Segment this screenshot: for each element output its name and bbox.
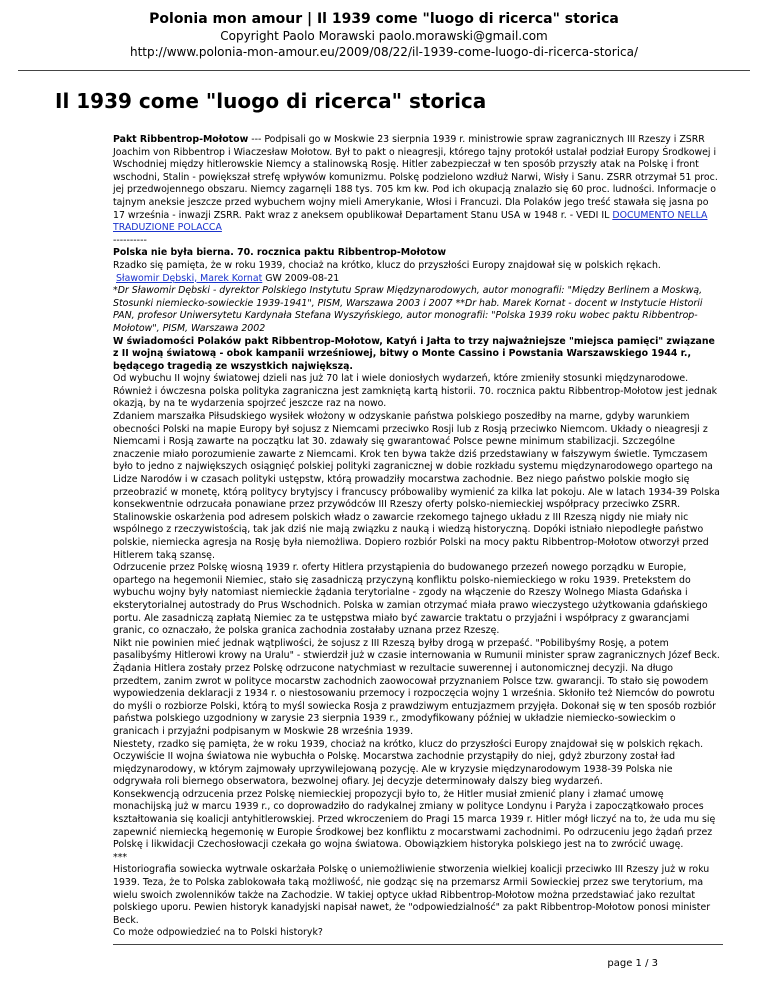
body-paragraph: Co może odpowiedzieć na to Polski historyk? <box>113 927 323 939</box>
page-number: page 1 / 3 <box>607 958 658 969</box>
body-paragraph: Od wybuchu II wojny światowej dzieli nas już 70 lat i wiele doniosłych wydarzeń, które zmieniły stosunki międzynarodowe. Również i ówczesna polska polityka zagraniczna jest zamkniętą kartą historii. 70. rocznica paktu Ribbentrop-Mołotow jest jednak okazją, by na te wydarzenia spojrzeć jeszcze raz na nowo. <box>113 373 718 410</box>
authors-line <box>113 273 723 286</box>
document-translation-link[interactable]: DOCUMENTO NELLA TRADUZIONE POLACCA <box>113 209 708 234</box>
body-paragraph: Odrzucenie przez Polskę wiosną 1939 r. oferty Hitlera przystąpienia do budowanego przezeń nowego porządku w Europie, opartego na hegemonii Niemiec, stało się zasadniczą przyczyną konfliktu polsko-niemieckiego w roku 1939. Pretekstem do wybuchu wojny były natomiast niemieckie żądania terytorialne - zgody na włączenie do Rzeszy Wolnego Miasta Gdańska i eksterytorialnej autostrady do Prus Wschodnich. Polska w zamian otrzymać miała prawo wieczystego użytkowania gdańskiego portu. Ale zasadniczą zapłatą Niemiec za te ustępstwa miało być zawarcie traktatu o przyjaźni i współpracy z gwarancjami granic, co oznaczało, że polska granica zachodnia zostałaby uznana przez Rzeszę. <box>113 562 708 637</box>
lead-paragraph: Rzadko się pamięta, że w roku 1939, chociaż na krótko, klucz do przyszłości Europy znajdował się w polskich rękach. <box>113 259 661 271</box>
site-title: Polonia mon amour | Il 1939 come "luogo di ricerca" storica <box>149 11 619 27</box>
body-paragraph: Historiografia sowiecka wytrwale oskarżała Polskę o uniemożliwienie stworzenia wielkiej koalicji przeciwko III Rzeszy już w roku 1939. Teza, że to Polska zablokowała taką możliwość, nie godząc się na przemarsz Armii Sowieckiej przez swe terytorium, ma wielu swoich zwolenników także na Zachodzie. W takiej optyce układ Ribbentrop-Mołotow można przedstawiać jako rezultat polskiego uporu. Pewien historyk kanadyjski napisał nawet, że "odpowiedzialność" za pakt Ribbentrop-Mołotow ponosi minister Beck. <box>113 864 711 926</box>
separator: ---------- <box>113 234 147 246</box>
section-title: Polska nie była bierna. 70. rocznica paktu Ribbentrop-Mołotow <box>113 247 447 259</box>
article-title: Il 1939 come "luogo di ricerca" storica <box>55 89 487 113</box>
intro-text: --- Podpisali go w Moskwie 23 sierpnia 1939 r. ministrowie spraw zagranicznych III Rzeszy i ZSRR Joachim von Ribbentrop i Wiaczesław Mołotow. Był to pakt o nieagresji, którego tajny protokół ustalał podział Europy Środkowej i Wschodniej między hitlerowskie Niemcy a stalinowską Rosję. Hitler zabezpieczał w ten sposób przyszły atak na Polskę i front wschodni, Stalin - powiększał strefę wpływów komunizmu. Polskę podzielono wzdłuż Narwi, Wisły i Sanu. ZSRR otrzymał 51 proc. jej przedwojennego obszaru. Niemcy zagarnęli 188 tys. 705 km kw. Pod ich okupacją znalazło się 60 proc. ludności. Informacje o tajnym aneksie jeszcze przed wybuchem wojny mieli Amerykanie, Włosi i Francuzi. Dla Polaków jego treść stawała się jasna po 17 września - inwazji ZSRR. Pakt wraz z aneksem opublikował Departament Stanu USA w 1948 r. - VEDI IL <box>113 134 718 221</box>
authors-note: *Dr Sławomir Dębski - dyrektor Polskiego Instytutu Spraw Międzynarodowych, autor monografii: "Między Berlinem a Moskwą, Stosunki niemiecko-sowieckie 1939-1941", PISM, Warszawa 2003 i 2007 **Dr hab. Marek Kornat - docent w Instytucie Historii PAN, profesor Uniwersytetu Kardynała Stefana Wyszyńskiego, autor monografii: "Polska 1939 roku wobec paktu Ribbentrop-Mołotow", PISM, Warszawa 2002 <box>113 285 703 334</box>
footer-divider <box>113 944 723 945</box>
article-body <box>113 134 723 940</box>
document-header <box>0 0 768 60</box>
source-url: http://www.polonia-mon-amour.eu/2009/08/22/il-1939-come-luogo-di-ricerca-storica/ <box>129 45 639 59</box>
body-paragraph: Niestety, rzadko się pamięta, że w roku 1939, chociaż na krótko, klucz do przyszłości Europy znajdował się w polskich rękach. Oczywiście II wojna światowa nie wybuchła o Polskę. Mocarstwa zachodnie przystąpiły do niej, gdyż zburzony został ład międzynarodowy, w którym zajmowały uprzywilejowaną pozycję. Ale w kryzysie międzynarodowym 1938-39 Polska nie odgrywała roli biernego obserwatora, bezwolnej ofiary. Jej decyzje determinowały dalszy bieg wydarzeń. <box>113 738 704 788</box>
body-paragraph: Zdaniem marszałka Piłsudskiego wysiłek włożony w odzyskanie państwa polskiego poszedłby na marne, gdyby warunkiem obecności Polski na mapie Europy był sojusz z Niemcami przeciwko Rosji lub z Rosją przeciwko Niemcom. Układy o nieagresji z Niemcami i Rosją zawarte na początku lat 30. zdawały się gwarantować Polsce pewne minimum stabilizacji. Szczególne znaczenie miało porozumienie zawarte z Niemcami. Krok ten bywa także dziś przedstawiany w fałszywym świetle. Tymczasem było to jedno z największych osiągnięć polskiej polityki zagranicznej w dobie rozkładu systemu międzynarodowego opartego na Lidze Narodów i w czasach polityki ustępstw, którą prowadziły mocarstwa zachodnie. Bez niego państwo polskie mogło się przeobrazić w monetę, którą politycy brytyjscy i francuscy próbowaliby wymienić za kilka lat pokoju. Ale w latach 1934-39 Polska konsekwentnie odrzucała ponawiane przez przywódców III Rzeszy oferty polsko-niemieckiej współpracy przeciwko ZSRR. Stalinowskie oskarżenia pod adresem polskich władz o zawarcie rzekomego tajnego układu z III Rzeszą nigdy nie miały nic wspólnego z rzeczywistością, tak jak dziś nie mają związku z nauką i wiedzą historyczną. Dopóki istniało niepodległe państwo polskie, niemiecka agresja na Rosję była niemożliwa. Dopiero rozbiór Polski na mocy paktu Ribbentrop-Mołotow otworzył przed Hitlerem taką szansę. <box>113 411 720 561</box>
asterisk-separator: *** <box>113 851 128 863</box>
intro-paragraph <box>113 134 723 235</box>
body-paragraph: Konsekwencją odrzucenia przez Polskę niemieckiej propozycji było to, że Hitler musiał zmienić plany i złamać umowę monachijską już w marcu 1939 r., co doprowadziło do radykalnej zmiany w polityce Londynu i Paryża i zapoczątkowało proces kształtowania się koalicji antyhitlerowskiej. Przed wkroczeniem do Pragi 15 marca 1939 r. Hitler mógł liczyć na to, że uda mu się zapewnić niemiecką hegemonię w Europie Środkowej bez konfliktu z mocarstwami zachodnimi. Po odrzuceniu jego żądań przez Polskę i likwidacji Czechosłowacji czekała go wojna światowa. Obowiązkiem historyka polskiego jest na to zwrócić uwagę. <box>113 788 716 851</box>
body-paragraph: Nikt nie powinien mieć jednak wątpliwości, że sojusz z III Rzeszą byłby drogą w przepaść. "Pobilibyśmy Rosję, a potem pasalibyśmy Hitlerowi krowy na Uralu" - stwierdził już w czasie internowania w Rumunii minister spraw zagranicznych Józef Beck. Żądania Hitlera zostały przez Polskę odrzucone natychmiast w rezultacie suwerennej i autonomicznej decyzji. Na długo przedtem, zanim zwrot w polityce mocarstw zachodnich zaowocował przyznaniem Polsce tzw. gwarancji. To stało się powodem wypowiedzenia deklaracji z 1934 r. o niestosowaniu przemocy i rozpoczęcia wojny 1 września. Skłoniło też Niemców do powrotu do myśli o rozbiorze Polski, którą to myśl sowiecka Rosja z prawdziwym entuzjazmem przyjęła. Dokonał się w ten sposób rozbiór państwa polskiego uzgodniony w zarysie 23 sierpnia 1939 r., zmodyfikowany później w układzie niemiecko-sowieckim o granicach i przyjaźni podpisanym w Moskwie 28 września 1939. <box>113 637 720 737</box>
copyright-line: Copyright Paolo Morawski paolo.morawski@gmail.com <box>220 29 548 43</box>
intro-bold-term: Pakt Ribbentrop-Mołotow <box>113 134 249 145</box>
bold-heading: W świadomości Polaków pakt Ribbentrop-Mołotow, Katyń i Jałta to trzy najważniejsze "miejsca pamięci" związane z II wojną światową - obok kampanii wrześniowej, bitwy o Monte Cassino i Powstania Warszawskiego 1944 r., będącego tragedią ze wszystkich największą. <box>113 335 715 372</box>
authors-meta: GW 2009-08-21 <box>262 272 340 284</box>
authors-link[interactable]: Sławomir Dębski, Marek Kornat <box>115 272 263 284</box>
header-divider <box>18 70 750 71</box>
